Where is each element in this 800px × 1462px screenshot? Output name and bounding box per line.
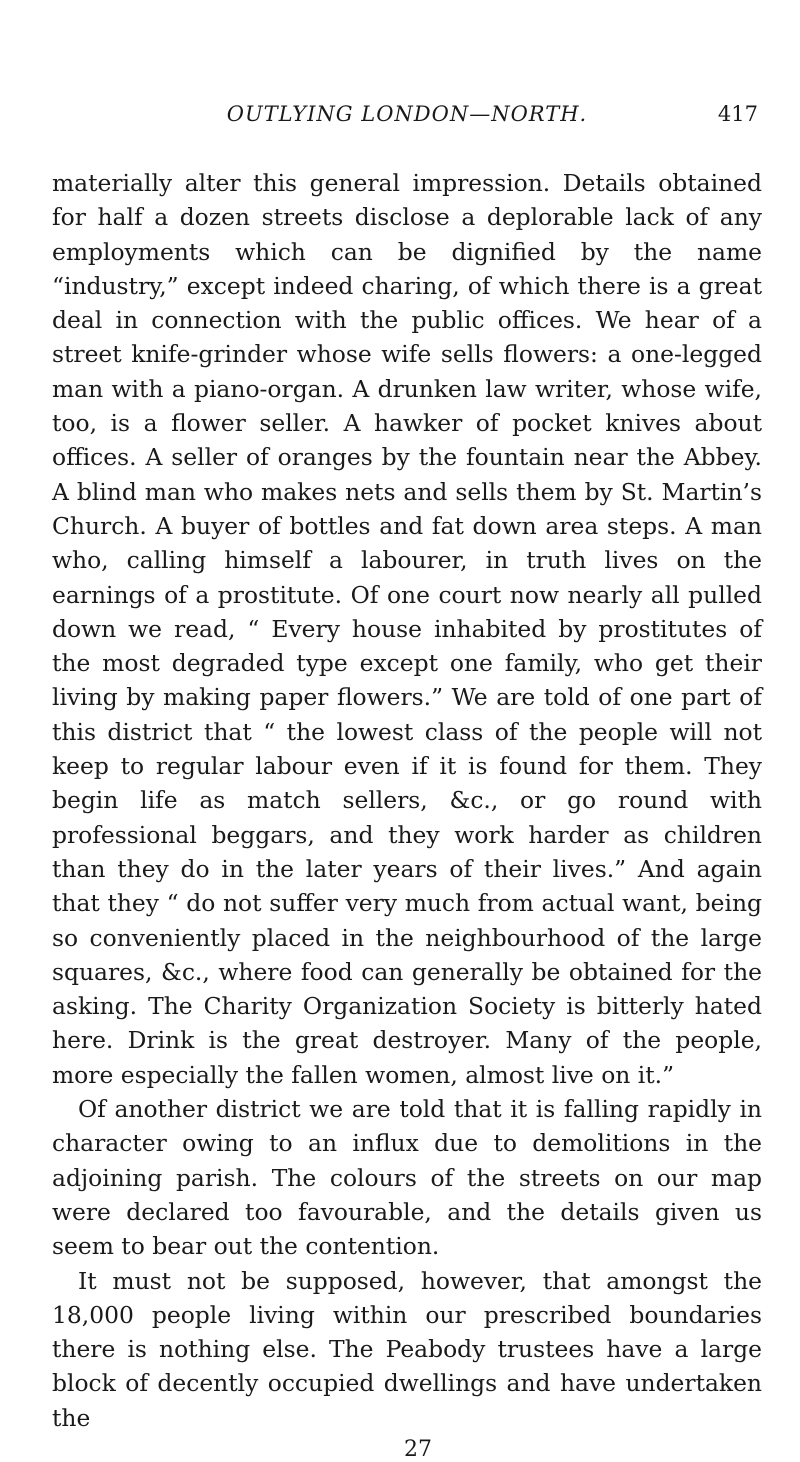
signature-mark: 27 (404, 1436, 432, 1462)
running-title: OUTLYING LONDON—NORTH. (226, 102, 588, 126)
running-head (52, 96, 762, 136)
paragraph-3: It must not be supposed, however, that amongst the 18,000 people living within our prescribed boundaries there is nothing else. The Peabody trustees have a large block of decently occupied dwellings and have undertaken the (52, 1266, 762, 1432)
page-number: 417 (717, 102, 758, 126)
paragraph-1: materially alter this general impression. Details obtained for half a dozen streets disclose a deplorable lack of any employments which can be dignified by the name “industry,” except indeed charing, of which there is a great deal in connection with the public offices. We hear of a street knife-grinder whose wife sells flowers: a one-legged man with a piano-organ. A drunken law writer, whose wife, too, is a flower seller. A hawker of pocket knives about offices. A seller of oranges by the fountain near the Abbey. A blind man who makes nets and sells them by St. Martin’s Church. A buyer of bottles and fat down area steps. A man who, calling himself a labourer, in truth lives on the earnings of a prostitute. Of one court now nearly all pulled down we read, “ Every house inhabited by prostitutes of the most degraded type except one family, who get their living by making paper flowers.” We are told of one part of this district that “ the lowest class of the people will not keep to regular labour even if it is found for them. They begin life as match sellers, &c., or go round with professional beggars, and they work harder as children than they do in the later years of their lives.” And again that they “ do not suffer very much from actual want, being so conveniently placed in the neighbourhood of the large squares, &c., where food can generally be obtained for the asking. The Charity Organization Society is bitterly hated here. Drink is the great destroyer. Many of the people, more especially the fallen women, almost live on it.” (52, 169, 762, 1089)
body-text (52, 166, 762, 1435)
paragraph-2: Of another district we are told that it is falling rapidly in character owing to an influx due to demolitions in the adjoining parish. The colours of the streets on our map were declared too favourable, and the details given us seem to bear out the contention. (52, 1095, 762, 1261)
book-page (52, 96, 762, 1462)
